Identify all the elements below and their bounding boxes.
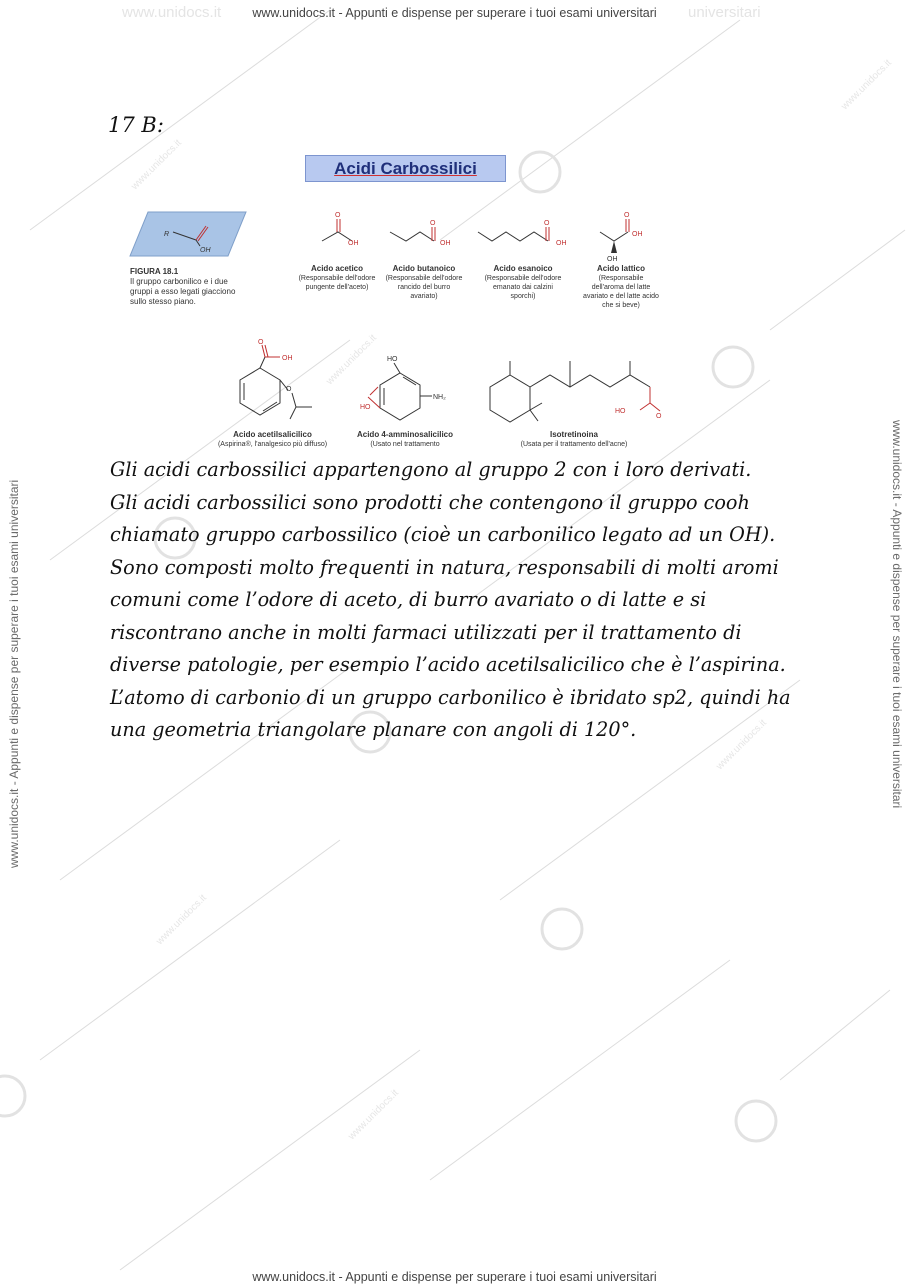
top-row-structures (310, 205, 660, 265)
molecule-acetylsalicylic: Acido acetilsalicilico (Aspirina®, l'analgesico più diffuso) (217, 430, 328, 448)
svg-text:OH: OH (556, 240, 567, 247)
svg-text:OH: OH (282, 355, 293, 362)
svg-text:www.unidocs.it: www.unidocs.it (154, 892, 209, 948)
watermark-ghost-left: www.unidocs.it (122, 4, 222, 21)
svg-text:O: O (258, 339, 264, 346)
svg-text:www.unidocs.it: www.unidocs.it (714, 717, 769, 773)
section-heading: 17 B: (108, 113, 164, 137)
carbonyl-plane-diagram (128, 210, 248, 260)
watermark-top: www.unidocs.it - Appunti e dispense per superare i tuoi esami universitari (252, 6, 657, 20)
svg-text:O: O (544, 220, 550, 227)
svg-text:NH₂: NH₂ (433, 394, 446, 401)
figure-title-box (305, 155, 506, 182)
watermark-ghost-right: universitari (688, 4, 761, 21)
svg-text:HO: HO (615, 408, 626, 415)
figure-title: Acidi Carbossilici (334, 159, 477, 178)
atom-r: R (164, 231, 170, 238)
svg-text:OH: OH (632, 231, 643, 238)
molecule-isotretinoin: Isotretinoina (Usata per il trattamento dell'acne) (520, 430, 628, 448)
bottom-row-structures (200, 335, 670, 430)
svg-text:OH: OH (607, 256, 618, 263)
svg-text:www.unidocs.it: www.unidocs.it (129, 137, 184, 193)
figure-caption: FIGURA 18.1 Il gruppo carbonilico e i due gruppi a esso legati giacciono sullo stesso piano. (130, 267, 236, 306)
molecule-lactic: Acido lattico (Responsabile dell'aroma del latte avariato e del latte acido che si beve) (583, 264, 659, 309)
svg-text:OH: OH (348, 240, 359, 247)
watermark-right-side: www.unidocs.it - Appunti e dispense per superare i tuoi esami universitari (890, 420, 904, 809)
body-text (110, 454, 810, 747)
svg-text:HO: HO (387, 356, 398, 363)
paragraph-1: Gli acidi carbossilici appartengono al gruppo 2 con i loro derivati. (110, 458, 752, 481)
svg-text:www.unidocs.it: www.unidocs.it (324, 332, 379, 388)
atom-oh: OH (200, 247, 211, 254)
watermark-bottom: www.unidocs.it - Appunti e dispense per superare i tuoi esami universitari (252, 1270, 657, 1284)
svg-text:www.unidocs.it: www.unidocs.it (839, 57, 894, 113)
molecule-acetic: Acido acetico (Responsabile dell'odore pungente dell'aceto) (298, 264, 376, 291)
svg-text:O: O (286, 386, 292, 393)
paragraph-3: Sono composti molto frequenti in natura, responsabili di molti aromi comuni come l’odore di aceto, di burro avariato o di latte e si riscontrano anche in molti farmaci utilizzati per il trattamento di diverse patologie, per esempio l’acido acetilsalicilico che è l’aspirina. (110, 555, 786, 676)
molecule-butanoic: Acido butanoico (Responsabile dell'odore rancido del burro avariato) (385, 264, 463, 300)
svg-text:www.unidocs.it: www.unidocs.it (346, 1087, 401, 1143)
svg-text:HO: HO (360, 404, 371, 411)
svg-text:O: O (430, 220, 436, 227)
molecule-aminosalicylic: Acido 4-amminosalicilico (Usato nel trattamento (356, 430, 454, 448)
svg-text:OH: OH (440, 240, 451, 247)
paragraph-4: L’atomo di carbonio di un gruppo carbonilico è ibridato sp2, quindi ha una geometria triangolare planare con angoli di 120°. (110, 685, 791, 741)
svg-text:O: O (624, 212, 630, 219)
watermark-left-side: www.unidocs.it - Appunti e dispense per superare i tuoi esami universitari (7, 479, 21, 868)
svg-text:O: O (656, 413, 662, 420)
svg-text:O: O (335, 212, 341, 219)
paragraph-2: Gli acidi carbossilici sono prodotti che contengono il gruppo cooh chiamato gruppo carbossilico (cioè un carbonilico legato ad un OH). (110, 490, 776, 546)
molecule-hexanoic: Acido esanoico (Responsabile dell'odore emanato dai calzini sporchi) (484, 264, 562, 300)
